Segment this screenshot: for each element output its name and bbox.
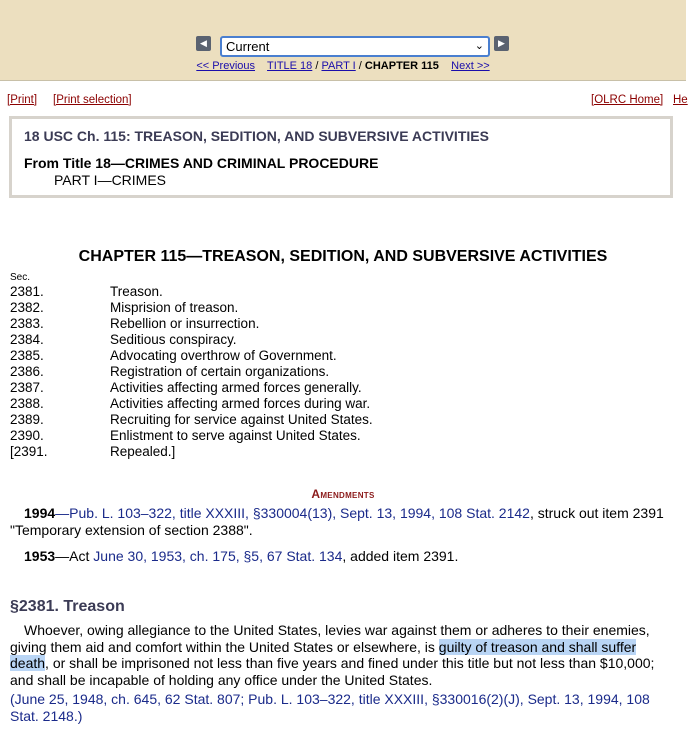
section-text-end: , or shall be imprisoned not less than five years and fined under this title but not less than $10,000; and shall be incapable of holding any office under the United States.	[10, 655, 655, 688]
section-heading: §2381. Treason	[10, 598, 125, 615]
amendment-1994	[10, 505, 666, 538]
amendment-year: 1953	[24, 548, 56, 564]
toc-number: 2388.	[10, 396, 44, 411]
toc-title: Rebellion or insurrection.	[110, 316, 260, 331]
toc-title: Recruiting for service against United States.	[110, 412, 373, 427]
toc-number: 2383.	[10, 316, 44, 331]
toc-number: 2390.	[10, 428, 44, 443]
amendment-1953	[10, 548, 666, 565]
toc-title: Activities affecting armed forces generally.	[110, 380, 362, 395]
toc-title: Activities affecting armed forces during war.	[110, 396, 371, 411]
toc-title: Seditious conspiracy.	[110, 332, 237, 347]
amendment-prefix: —Act	[55, 548, 94, 564]
previous-arrow-icon[interactable]: ◀	[196, 36, 211, 51]
navigation-bar	[0, 0, 686, 80]
help-link[interactable]: He	[673, 94, 688, 106]
print-selection-link[interactable]: [Print selection]	[53, 94, 132, 106]
usc-citation: 18 USC Ch. 115: TREASON, SEDITION, AND SUBVERSIVE ACTIVITIES	[24, 128, 489, 144]
toc-title: Misprision of treason.	[110, 300, 239, 315]
highlighted-text: guilty of treason and shall suffer death	[10, 638, 637, 671]
chevron-down-icon: ⌄	[474, 40, 484, 52]
amendments-heading: Amendments	[311, 487, 375, 501]
section-text	[10, 622, 666, 688]
pub-law-link[interactable]: Pub. L. 103–322, title XXXIII, §330004(13), Sept. 13, 1994, 108 Stat. 2142	[69, 505, 530, 521]
print-link[interactable]: [Print]	[7, 94, 38, 106]
section-source-credit[interactable]: (June 25, 1948, ch. 645, 62 Stat. 807; Pub. L. 103–322, title XXXIII, §330016(2)(J), Sept. 13, 1994, 108 Stat. 2148.)	[10, 691, 650, 724]
next-arrow-icon[interactable]: ▶	[494, 36, 509, 51]
section-text-start: Whoever, owing allegiance to the United States, levies war against them or adheres to their enemies, giving them aid and comfort within the United States or elsewhere, is	[10, 622, 650, 655]
toc-number: 2381.	[10, 284, 44, 299]
amendment-text: , struck out item 2391 "Temporary extension of section 2388".	[10, 505, 664, 538]
toc-number: [2391.	[10, 444, 48, 459]
toc-title: Advocating overthrow of Government.	[110, 348, 337, 363]
version-select[interactable]	[220, 36, 490, 57]
amendment-dash: —	[55, 505, 70, 521]
next-link[interactable]: Next >>	[451, 60, 490, 72]
sec-label: Sec.	[10, 272, 31, 283]
toc-number: 2386.	[10, 364, 44, 379]
amendment-year: 1994	[24, 505, 56, 521]
title-source: From Title 18—CRIMES AND CRIMINAL PROCEDURE	[24, 155, 379, 171]
toc-title: Repealed.]	[110, 444, 176, 459]
part-name: PART I—CRIMES	[54, 172, 167, 188]
breadcrumb	[0, 60, 686, 72]
document-header-box	[9, 116, 673, 198]
toc-number: 2387.	[10, 380, 44, 395]
toc-title: Registration of certain organizations.	[110, 364, 330, 379]
toc-number: 2389.	[10, 412, 44, 427]
breadcrumb-separator: /	[315, 60, 319, 72]
toc-number: 2384.	[10, 332, 44, 347]
part-link[interactable]: PART I	[321, 60, 356, 72]
previous-link[interactable]: << Previous	[196, 60, 256, 72]
chapter-heading: CHAPTER 115—TREASON, SEDITION, AND SUBVERSIVE ACTIVITIES	[78, 248, 608, 265]
olrc-home-link[interactable]: [OLRC Home]	[591, 94, 664, 106]
amendment-text: , added item 2391.	[342, 548, 459, 564]
version-select-value: Current	[226, 39, 270, 54]
breadcrumb-separator: /	[358, 60, 362, 72]
toc-title: Treason.	[110, 284, 163, 299]
toolbar	[0, 80, 686, 111]
toc-title: Enlistment to serve against United States.	[110, 428, 361, 443]
current-chapter: CHAPTER 115	[364, 60, 439, 72]
toc-number: 2382.	[10, 300, 44, 315]
toc-number: 2385.	[10, 348, 44, 363]
act-link[interactable]: June 30, 1953, ch. 175, §5, 67 Stat. 134	[93, 548, 343, 564]
title-link[interactable]: TITLE 18	[267, 60, 313, 72]
